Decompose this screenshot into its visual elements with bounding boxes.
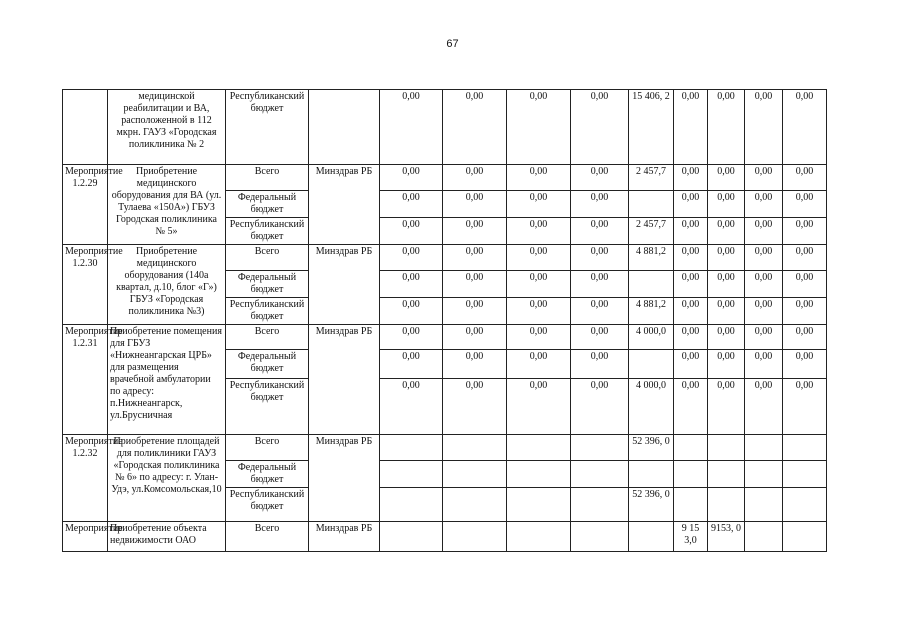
value-cell xyxy=(380,435,443,461)
value-cell: 0,00 xyxy=(708,271,745,298)
value-cell: 0,00 xyxy=(783,245,827,271)
table-row xyxy=(63,522,827,552)
value-cell xyxy=(674,435,708,461)
value-cell xyxy=(443,522,507,552)
value-cell: 0,00 xyxy=(745,245,783,271)
value-cell: 0,00 xyxy=(674,298,708,325)
responsible-cell: Минздрав РБ xyxy=(309,245,380,325)
responsible-cell: Минздрав РБ xyxy=(309,435,380,522)
responsible-cell xyxy=(309,90,380,165)
value-cell: 0,00 xyxy=(443,90,507,165)
value-cell: 0,00 xyxy=(783,350,827,379)
value-cell: 0,00 xyxy=(380,245,443,271)
value-cell: 0,00 xyxy=(708,298,745,325)
value-cell: 0,00 xyxy=(745,350,783,379)
value-cell xyxy=(507,435,571,461)
value-cell xyxy=(443,461,507,488)
value-cell: 0,00 xyxy=(708,379,745,435)
value-cell: 0,00 xyxy=(745,379,783,435)
value-cell: 0,00 xyxy=(783,325,827,350)
value-cell xyxy=(380,488,443,522)
value-cell xyxy=(745,435,783,461)
event-name-cell: Приобретение помещения для ГБУЗ «Нижнеангарская ЦРБ» для размещения врачебной амбулатории по адресу: п.Нижнеангарск, ул.Брусничная xyxy=(108,325,226,435)
value-cell: 0,00 xyxy=(745,90,783,165)
responsible-cell: Минздрав РБ xyxy=(309,325,380,435)
value-cell xyxy=(629,522,674,552)
event-number-cell: Мероприятие 1.2.32 xyxy=(63,435,108,522)
value-cell: 0,00 xyxy=(708,350,745,379)
table-row xyxy=(63,325,827,350)
value-cell xyxy=(571,522,629,552)
value-cell: 4 000,0 xyxy=(629,379,674,435)
value-cell: 52 396, 0 xyxy=(629,488,674,522)
value-cell: 9 15 3,0 xyxy=(674,522,708,552)
value-cell: 4 881,2 xyxy=(629,298,674,325)
value-cell: 0,00 xyxy=(674,90,708,165)
value-cell: 0,00 xyxy=(443,271,507,298)
value-cell xyxy=(571,461,629,488)
funding-source-cell: Федеральный бюджет xyxy=(226,350,309,379)
value-cell: 0,00 xyxy=(380,165,443,191)
value-cell: 0,00 xyxy=(507,165,571,191)
value-cell: 0,00 xyxy=(745,325,783,350)
funding-source-cell: Республиканский бюджет xyxy=(226,90,309,165)
value-cell xyxy=(674,488,708,522)
event-number-cell: Мероприятие 1.2.29 xyxy=(63,165,108,245)
funding-source-cell: Всего xyxy=(226,325,309,350)
value-cell: 0,00 xyxy=(443,298,507,325)
value-cell xyxy=(507,461,571,488)
value-cell: 0,00 xyxy=(443,218,507,245)
value-cell xyxy=(783,522,827,552)
value-cell: 0,00 xyxy=(745,298,783,325)
value-cell: 0,00 xyxy=(674,325,708,350)
value-cell: 0,00 xyxy=(380,191,443,218)
value-cell: 0,00 xyxy=(380,298,443,325)
value-cell: 0,00 xyxy=(708,325,745,350)
value-cell xyxy=(783,461,827,488)
value-cell xyxy=(507,522,571,552)
value-cell: 0,00 xyxy=(745,165,783,191)
value-cell xyxy=(629,191,674,218)
value-cell: 0,00 xyxy=(674,271,708,298)
value-cell xyxy=(745,461,783,488)
value-cell: 0,00 xyxy=(443,245,507,271)
value-cell xyxy=(783,488,827,522)
value-cell: 0,00 xyxy=(507,218,571,245)
value-cell: 0,00 xyxy=(783,90,827,165)
value-cell: 0,00 xyxy=(507,350,571,379)
funding-source-cell: Республиканский бюджет xyxy=(226,218,309,245)
value-cell xyxy=(629,271,674,298)
value-cell: 0,00 xyxy=(380,271,443,298)
value-cell xyxy=(507,488,571,522)
funding-source-cell: Федеральный бюджет xyxy=(226,191,309,218)
funding-source-cell: Всего xyxy=(226,245,309,271)
value-cell: 0,00 xyxy=(783,191,827,218)
page-number: 67 xyxy=(446,38,459,50)
event-name-cell: Приобретение медицинского оборудования для ВА (ул. Тулаева «150А») ГБУЗ Городская поликлиника № 5» xyxy=(108,165,226,245)
value-cell: 0,00 xyxy=(443,350,507,379)
value-cell xyxy=(674,461,708,488)
value-cell: 0,00 xyxy=(380,90,443,165)
event-name-cell: Приобретение медицинского оборудования (140а квартал, д.10, блог «Г») ГБУЗ «Городская поликлиника №3) xyxy=(108,245,226,325)
value-cell: 0,00 xyxy=(507,271,571,298)
value-cell xyxy=(380,522,443,552)
event-number-cell: Мероприятие 1.2.31 xyxy=(63,325,108,435)
value-cell xyxy=(708,461,745,488)
value-cell: 0,00 xyxy=(708,218,745,245)
value-cell: 0,00 xyxy=(783,165,827,191)
value-cell: 0,00 xyxy=(708,90,745,165)
value-cell xyxy=(745,488,783,522)
value-cell: 2 457,7 xyxy=(629,165,674,191)
value-cell: 0,00 xyxy=(507,325,571,350)
event-name-cell: Приобретение объекта недвижимости ОАО xyxy=(108,522,226,552)
value-cell: 9153, 0 xyxy=(708,522,745,552)
table-row xyxy=(63,245,827,271)
value-cell: 0,00 xyxy=(571,298,629,325)
value-cell xyxy=(443,488,507,522)
value-cell xyxy=(629,350,674,379)
value-cell: 0,00 xyxy=(443,191,507,218)
value-cell: 0,00 xyxy=(571,165,629,191)
table-row xyxy=(63,435,827,461)
value-cell: 0,00 xyxy=(380,379,443,435)
value-cell: 0,00 xyxy=(674,191,708,218)
value-cell: 4 881,2 xyxy=(629,245,674,271)
value-cell: 0,00 xyxy=(571,325,629,350)
funding-source-cell: Республиканский бюджет xyxy=(226,379,309,435)
funding-source-cell: Федеральный бюджет xyxy=(226,461,309,488)
value-cell: 0,00 xyxy=(674,165,708,191)
value-cell: 0,00 xyxy=(507,298,571,325)
value-cell: 0,00 xyxy=(674,245,708,271)
value-cell: 0,00 xyxy=(380,325,443,350)
value-cell xyxy=(783,435,827,461)
value-cell xyxy=(708,435,745,461)
event-number-cell xyxy=(63,90,108,165)
value-cell: 0,00 xyxy=(507,379,571,435)
value-cell xyxy=(745,522,783,552)
value-cell: 0,00 xyxy=(380,350,443,379)
value-cell: 0,00 xyxy=(745,191,783,218)
funding-source-cell: Всего xyxy=(226,165,309,191)
value-cell xyxy=(708,488,745,522)
responsible-cell: Минздрав РБ xyxy=(309,522,380,552)
value-cell: 2 457,7 xyxy=(629,218,674,245)
event-name-cell: Приобретение площадей для поликлиники ГАУЗ «Городская поликлиника № 6» по адресу: г. Улан-Удэ, ул.Комсомольская,10 xyxy=(108,435,226,522)
value-cell xyxy=(629,461,674,488)
value-cell: 0,00 xyxy=(443,379,507,435)
event-name-cell: медицинской реабилитации и ВА, расположенной в 112 мкрн. ГАУЗ «Городская поликлиника № 2 xyxy=(108,90,226,165)
value-cell: 0,00 xyxy=(571,245,629,271)
event-number-cell: Мероприятие 1.2.30 xyxy=(63,245,108,325)
table-row xyxy=(63,90,827,165)
value-cell: 0,00 xyxy=(507,90,571,165)
value-cell: 0,00 xyxy=(783,379,827,435)
value-cell xyxy=(571,435,629,461)
funding-source-cell: Всего xyxy=(226,435,309,461)
table-row xyxy=(63,165,827,191)
value-cell: 0,00 xyxy=(708,191,745,218)
budget-table xyxy=(62,89,827,552)
value-cell: 0,00 xyxy=(783,271,827,298)
value-cell xyxy=(380,461,443,488)
value-cell xyxy=(571,488,629,522)
value-cell: 4 000,0 xyxy=(629,325,674,350)
funding-source-cell: Республиканский бюджет xyxy=(226,298,309,325)
funding-source-cell: Федеральный бюджет xyxy=(226,271,309,298)
value-cell: 0,00 xyxy=(674,218,708,245)
value-cell: 0,00 xyxy=(443,325,507,350)
responsible-cell: Минздрав РБ xyxy=(309,165,380,245)
value-cell: 0,00 xyxy=(571,379,629,435)
value-cell: 0,00 xyxy=(674,379,708,435)
value-cell: 0,00 xyxy=(507,245,571,271)
value-cell: 0,00 xyxy=(571,350,629,379)
value-cell: 0,00 xyxy=(571,218,629,245)
value-cell xyxy=(443,435,507,461)
value-cell: 0,00 xyxy=(708,165,745,191)
value-cell: 0,00 xyxy=(745,218,783,245)
event-number-cell: Мероприятие xyxy=(63,522,108,552)
funding-source-cell: Всего xyxy=(226,522,309,552)
value-cell: 0,00 xyxy=(507,191,571,218)
value-cell: 0,00 xyxy=(745,271,783,298)
value-cell: 0,00 xyxy=(443,165,507,191)
funding-source-cell: Республиканский бюджет xyxy=(226,488,309,522)
value-cell: 0,00 xyxy=(571,90,629,165)
value-cell: 0,00 xyxy=(783,218,827,245)
value-cell: 52 396, 0 xyxy=(629,435,674,461)
value-cell: 0,00 xyxy=(708,245,745,271)
value-cell: 15 406, 2 xyxy=(629,90,674,165)
value-cell: 0,00 xyxy=(783,298,827,325)
value-cell: 0,00 xyxy=(380,218,443,245)
value-cell: 0,00 xyxy=(571,191,629,218)
value-cell: 0,00 xyxy=(674,350,708,379)
value-cell: 0,00 xyxy=(571,271,629,298)
